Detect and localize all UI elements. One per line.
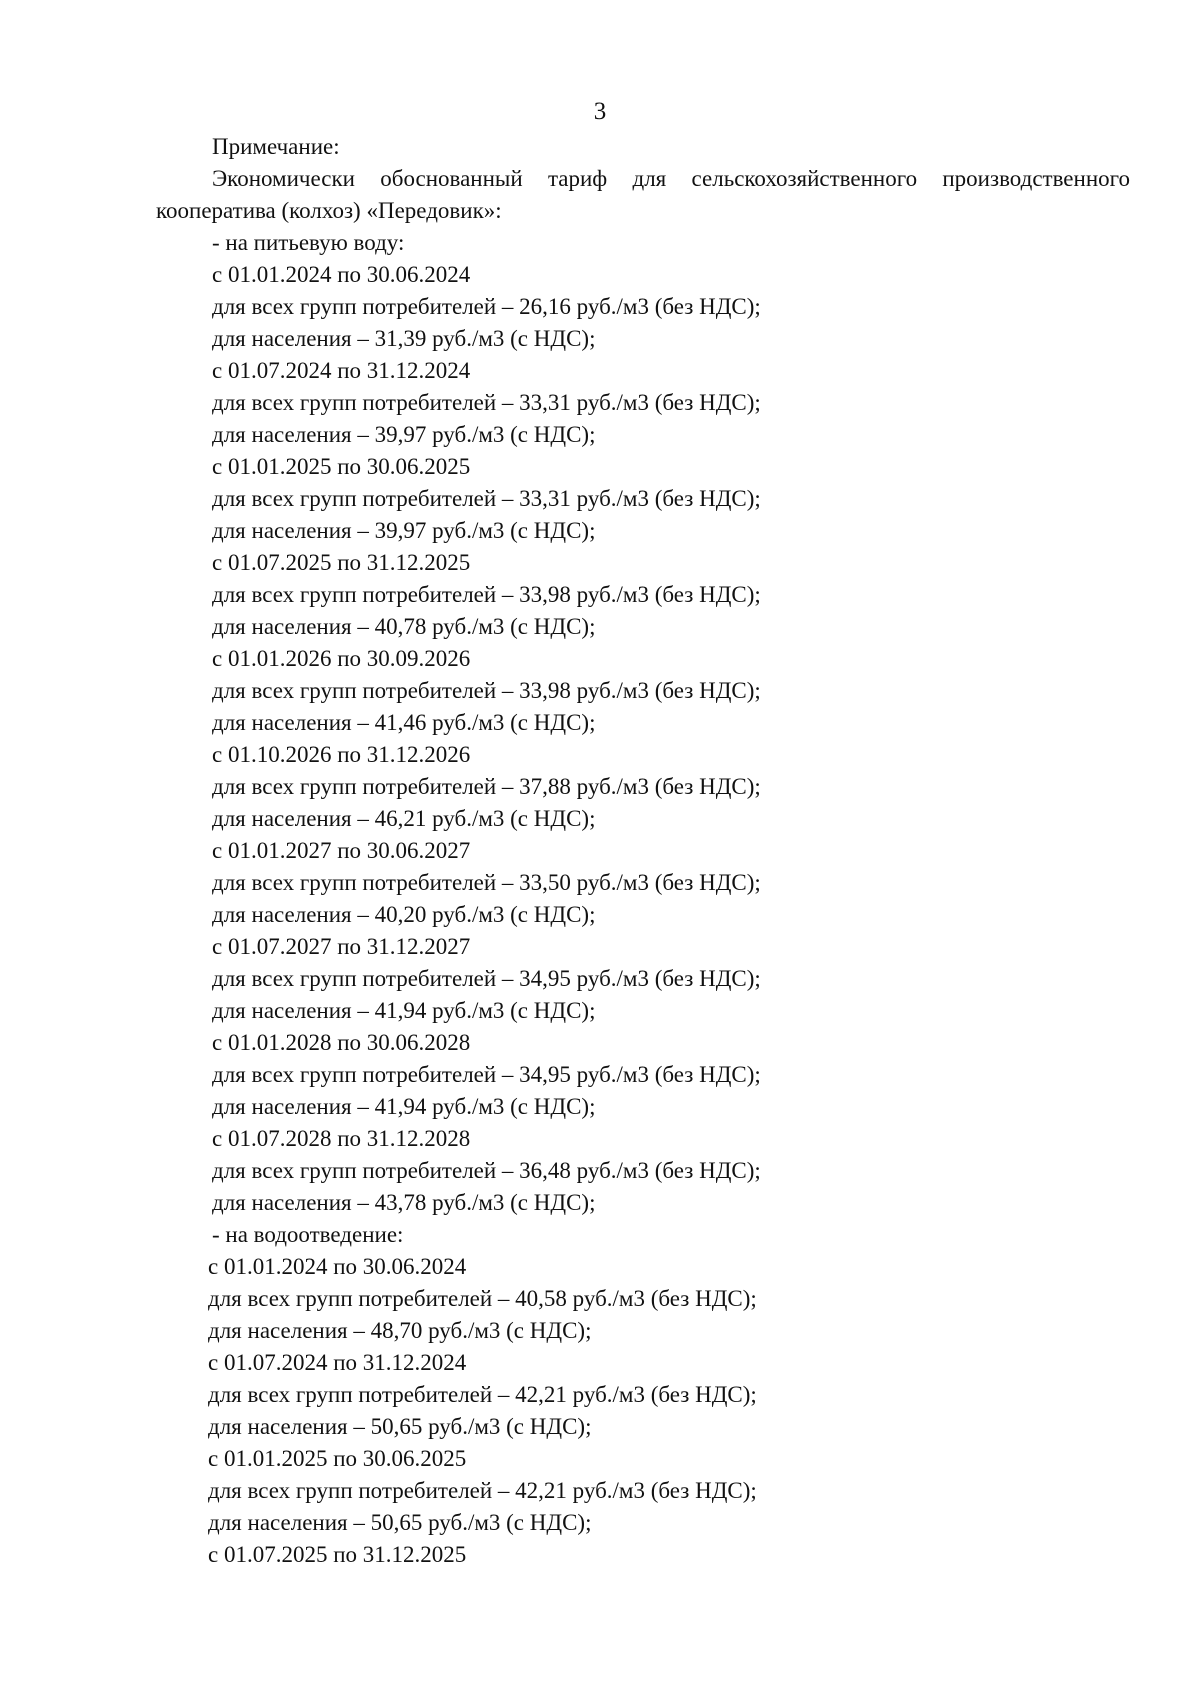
intro-line-2: кооператива (колхоз) «Передовик»: (156, 198, 502, 223)
tariff-population: для населения – 41,94 руб./м3 (с НДС); (212, 998, 596, 1023)
tariff-all-groups: для всех групп потребителей – 33,98 руб./м3 (без НДС); (212, 678, 761, 703)
tariff-period: с 01.07.2024 по 31.12.2024 (212, 358, 471, 383)
tariff-all-groups: для всех групп потребителей – 42,21 руб./м3 (без НДС); (208, 1478, 757, 1503)
tariff-period: с 01.01.2024 по 30.06.2024 (212, 262, 471, 287)
page-number: 3 (593, 98, 607, 125)
tariff-all-groups: для всех групп потребителей – 37,88 руб./м3 (без НДС); (212, 774, 761, 799)
tariff-all-groups: для всех групп потребителей – 33,31 руб./м3 (без НДС); (212, 486, 761, 511)
tariff-all-groups: для всех групп потребителей – 33,50 руб./м3 (без НДС); (212, 870, 761, 895)
tariff-all-groups: для всех групп потребителей – 34,95 руб./м3 (без НДС); (212, 1062, 761, 1087)
tariff-all-groups: для всех групп потребителей – 42,21 руб./м3 (без НДС); (208, 1382, 757, 1407)
tariff-population: для населения – 40,20 руб./м3 (с НДС); (212, 902, 596, 927)
tariff-period: с 01.01.2025 по 30.06.2025 (208, 1446, 467, 1471)
tariff-period: с 01.07.2025 по 31.12.2025 (212, 550, 471, 575)
tariff-period: с 01.07.2024 по 31.12.2024 (208, 1350, 467, 1375)
tariff-period: с 01.01.2026 по 30.09.2026 (212, 646, 471, 671)
tariff-period: с 01.01.2025 по 30.06.2025 (212, 454, 471, 479)
note-heading: Примечание: (212, 134, 340, 159)
tariff-all-groups: для всех групп потребителей – 33,98 руб./м3 (без НДС); (212, 582, 761, 607)
tariff-period: с 01.07.2025 по 31.12.2025 (208, 1542, 467, 1567)
section-heading: - на питьевую воду: (212, 230, 405, 255)
tariff-population: для населения – 50,65 руб./м3 (с НДС); (208, 1414, 592, 1439)
tariff-population: для населения – 39,97 руб./м3 (с НДС); (212, 422, 596, 447)
tariff-period: с 01.07.2027 по 31.12.2027 (212, 934, 471, 959)
tariff-population: для населения – 46,21 руб./м3 (с НДС); (212, 806, 596, 831)
tariff-population: для населения – 50,65 руб./м3 (с НДС); (208, 1510, 592, 1535)
section-heading: - на водоотведение: (212, 1222, 404, 1247)
tariff-sections (156, 227, 1130, 1571)
intro-line-1: Экономически обоснованный тариф для сельскохозяйственного производственного (212, 166, 1130, 191)
document-body (156, 131, 1130, 1571)
tariff-population: для населения – 48,70 руб./м3 (с НДС); (208, 1318, 592, 1343)
tariff-population: для населения – 31,39 руб./м3 (с НДС); (212, 326, 596, 351)
tariff-all-groups: для всех групп потребителей – 26,16 руб./м3 (без НДС); (212, 294, 761, 319)
tariff-all-groups: для всех групп потребителей – 36,48 руб./м3 (без НДС); (212, 1158, 761, 1183)
tariff-period: с 01.07.2028 по 31.12.2028 (212, 1126, 471, 1151)
tariff-period: с 01.01.2028 по 30.06.2028 (212, 1030, 471, 1055)
tariff-population: для населения – 43,78 руб./м3 (с НДС); (212, 1190, 596, 1215)
tariff-population: для населения – 39,97 руб./м3 (с НДС); (212, 518, 596, 543)
tariff-section (156, 1219, 1130, 1571)
tariff-period: с 01.10.2026 по 31.12.2026 (212, 742, 471, 767)
tariff-period: с 01.01.2027 по 30.06.2027 (212, 838, 471, 863)
tariff-population: для населения – 40,78 руб./м3 (с НДС); (212, 614, 596, 639)
tariff-population: для населения – 41,94 руб./м3 (с НДС); (212, 1094, 596, 1119)
tariff-all-groups: для всех групп потребителей – 40,58 руб./м3 (без НДС); (208, 1286, 757, 1311)
tariff-section (156, 227, 1130, 1219)
tariff-population: для населения – 41,46 руб./м3 (с НДС); (212, 710, 596, 735)
tariff-all-groups: для всех групп потребителей – 34,95 руб./м3 (без НДС); (212, 966, 761, 991)
tariff-period: с 01.01.2024 по 30.06.2024 (208, 1254, 467, 1279)
tariff-all-groups: для всех групп потребителей – 33,31 руб./м3 (без НДС); (212, 390, 761, 415)
